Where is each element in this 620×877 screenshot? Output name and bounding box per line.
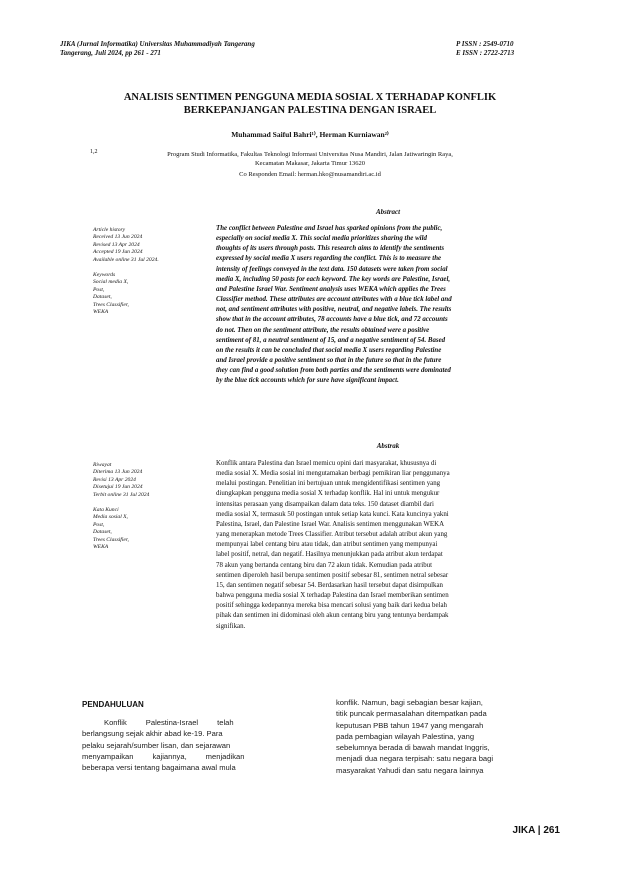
keywords-label: Keywords bbox=[93, 272, 116, 279]
abstract-line: sentiment of 81, a neutral sentiment of 15, and a negative sentiment of 54. Based bbox=[216, 336, 446, 344]
history-item: Accepted 19 Jun 2024 bbox=[93, 249, 143, 256]
abstract-line: and Israel provide a positive sentiment so that in the future so that in the future bbox=[216, 357, 442, 365]
history-item: Disetujui 19 Jun 2024 bbox=[93, 484, 143, 491]
intro-line: sebelumnya berada di bawah mandat Inggris, bbox=[336, 743, 490, 753]
journal-name: JIKA (Jurnal Informatika) Universitas Muhammadiyah Tangerang bbox=[60, 40, 255, 48]
abstrak-line: signifikan. bbox=[216, 622, 246, 630]
abstrak-line: diungkapkan pengguna media sosial X terhadap konflik. Hal ini untuk mengukur bbox=[216, 490, 440, 498]
keyword: Post, bbox=[93, 286, 105, 293]
intro-line: pelaku sejarah/sumber lisan, dan sejarawan bbox=[82, 740, 231, 750]
abstract-en-body bbox=[216, 224, 560, 387]
affiliation-sup: 1,2 bbox=[90, 149, 98, 155]
abstrak-line: Konflik antara Palestina dan Israel memicu opini dari masyarakat, khususnya di bbox=[216, 460, 437, 467]
abstrak-line: 15, dan sentimen negatif sebesar 54. Berdasarkan hasil tersebut dapat disimpulkan bbox=[216, 581, 443, 589]
intro-line: pada pembagian wilayah Palestina, yang bbox=[336, 731, 475, 741]
article-history-label: Article history bbox=[93, 227, 126, 233]
title-line: BERKEPANJANGAN PALESTINA DENGAN ISRAEL bbox=[183, 105, 437, 116]
history-item: Revisi 13 Apr 2024 bbox=[93, 476, 136, 483]
journal-header-right bbox=[456, 40, 514, 58]
abstrak-line: melalui postingan. Penelitian ini bertujuan untuk mengidentifikasi sentimen yang bbox=[216, 480, 441, 488]
title-line: ANALISIS SENTIMEN PENGGUNA MEDIA SOSIAL X TERHADAP KONFLIK bbox=[123, 92, 497, 103]
history-item: Diterima 13 Jun 2024 bbox=[93, 469, 143, 476]
abstract-line: intensity of feelings conveyed in the text data. 150 datasets were taken from social bbox=[216, 265, 448, 273]
abstrak-line: media sosial X, termasuk 50 postingan untuk setiap kata kunci. Kata kuncinya yakni bbox=[216, 510, 449, 518]
abstract-line: not, and sentiment attributes with positive, neutral, and negative labels. The results bbox=[216, 306, 452, 314]
abstract-line: show that in the account attributes, 78 accounts have a blue tick, and 72 accounts bbox=[216, 316, 448, 324]
abstract-line: thoughts of its users through posts. This research aims to identify the sentiments bbox=[216, 245, 445, 253]
eissn: E ISSN : 2722-2713 bbox=[456, 49, 515, 57]
page-footer: JIKA | 261 bbox=[512, 825, 560, 836]
paper-title bbox=[60, 91, 560, 117]
intro-left-column bbox=[82, 717, 297, 773]
abstract-line: do not. Then on the sentiment attribute, the results obtained were a positive bbox=[216, 326, 430, 334]
abstrak-heading: Abstrak bbox=[376, 442, 400, 450]
intro-line: keputusan PBB tahun 1947 yang mengarah bbox=[336, 720, 484, 730]
abstrak-line: label positif, netral, dan negatif. Hasilnya menunjukkan pada atribut akun terdapat bbox=[216, 551, 443, 559]
abstract-line: Classifier method. These attributes are account attributes with a blue tick label and bbox=[216, 296, 452, 304]
keyword: Dataset, bbox=[93, 294, 112, 301]
abstrak-line: 78 akun yang bertanda centang biru dan 72 akun tidak. Kemudian pada atribut bbox=[216, 561, 433, 569]
affiliation bbox=[90, 150, 530, 168]
intro-heading: PENDAHULUAN bbox=[82, 700, 144, 709]
abstrak-line: intensitas perasaan yang disampaikan dalam data teks. 150 dataset diambil dari bbox=[216, 500, 434, 508]
keyword: Dataset, bbox=[93, 529, 112, 536]
pissn: P ISSN : 2549-0710 bbox=[456, 40, 514, 48]
abstract-line: expressed by social media X users regarding the conflict. This is to measure the bbox=[216, 255, 442, 263]
abstrak-line: bahwa pengguna media sosial X terhadap Palestina dan Israel memberikan sentimen bbox=[216, 592, 449, 600]
intro-line: menyampaikan kajiannya, menjadikan bbox=[82, 751, 245, 761]
abstract-line: by the blue tick accounts which for sure have significant impact. bbox=[216, 377, 399, 385]
keyword: WEKA bbox=[93, 309, 109, 316]
keyword: Social media X, bbox=[93, 279, 129, 286]
journal-header-left bbox=[60, 40, 255, 58]
abstract-line: The conflict between Palestine and Israel has sparked opinions from the public, bbox=[216, 225, 443, 232]
history-item: Terbit online 31 Jul 2024 bbox=[93, 491, 150, 498]
history-item: Revised 13 Apr 2024 bbox=[93, 241, 140, 248]
intro-line: beberapa versi tentang bagaimana awal mula bbox=[82, 763, 236, 773]
keyword: Trees Classifier, bbox=[93, 536, 129, 543]
abstrak-line: positif sehingga kedepannya mereka bisa mencari solusi yang baik dari kedua belah bbox=[216, 602, 447, 610]
abstrak-line: yang menerapkan metode Trees Classifier. Atribut tersebut adalah atribut akun yang bbox=[216, 531, 448, 539]
authors: Muhammad Saiful Bahri¹⁾, Herman Kurniawan²⁾ bbox=[231, 130, 389, 139]
abstract-line: they can find a good solution from both parties and the sentiments were dominated bbox=[216, 367, 451, 375]
abstrak-line: mempunyai label centang biru atau tidak, dan atribut sentimen yang mempunyai bbox=[216, 541, 438, 549]
riwayat-label: Riwayat bbox=[93, 462, 112, 468]
history-item: Available online 31 Jul 2024. bbox=[93, 256, 159, 263]
affiliation-line: Program Studi Informatika, Fakultas Teknologi Informasi Universitas Nusa Mandiri, Jalan Jatiwaringin Raya, bbox=[167, 151, 453, 158]
abstrak-line: Palestina, Israel, dan Palestine Israel War. Analisis sentimen menggunakan WEKA bbox=[216, 520, 445, 528]
kata-kunci-label: Kata Kunci bbox=[93, 507, 119, 514]
intro-line: masyarakat Yahudi dan satu negara lainnya bbox=[336, 765, 484, 775]
journal-issue: Tangerang, Juli 2024, pp 261 - 271 bbox=[60, 49, 161, 57]
intro-line: titik puncak permasalahan ditempatkan pada bbox=[336, 709, 487, 719]
keyword: Trees Classifier, bbox=[93, 301, 129, 308]
abstrak-line: pihak dan sentimen ini didominasi oleh akun centang biru yang tentunya berdampak bbox=[216, 612, 449, 620]
abstract-line: especially on social media X. This social media prioritizes sharing the wild bbox=[216, 235, 427, 243]
abstract-line: media X, including 50 posts for each keyword. The key words are Palestine, Israel, bbox=[216, 275, 451, 283]
corresponding-email: Co Responden Email: herman.hko@nusamandiri.ac.id bbox=[239, 171, 381, 178]
riwayat bbox=[93, 462, 203, 551]
abstract-line: on the results it can be concluded that social media X users regarding Palestine bbox=[216, 346, 442, 354]
abstract-id-body bbox=[216, 459, 560, 632]
intro-line: berlangsung sejak akhir abad ke-19. Para bbox=[82, 729, 223, 739]
abstract-line: and Palestine Israel War. Sentiment analysis uses WEKA which applies the Trees bbox=[216, 285, 446, 293]
abstract-heading: Abstract bbox=[375, 208, 401, 216]
intro-right-column bbox=[336, 697, 554, 776]
history-item: Received 13 Jun 2024 bbox=[93, 234, 143, 241]
keyword: WEKA bbox=[93, 544, 109, 551]
intro-line: Konflik Palestina-Israel telah bbox=[104, 718, 234, 727]
intro-line: konflik. Namun, bagi sebagian besar kajian, bbox=[336, 698, 483, 707]
intro-line: menjadi dua negara terpisah: satu negara bagi bbox=[336, 754, 494, 764]
abstrak-line: media sosial X. Media sosial ini mengutamakan berbagi pemikiran liar penggunanya bbox=[216, 470, 450, 478]
article-history bbox=[93, 227, 203, 316]
affiliation-line: Kecamatan Makasar, Jakarta Timur 13620 bbox=[254, 160, 366, 167]
keyword: Media sosial X, bbox=[93, 514, 128, 521]
abstrak-line: sentimen diperoleh hasil berupa sentimen positif sebesar 81, sentimen netral sebesar bbox=[216, 571, 449, 579]
keyword: Post, bbox=[93, 521, 105, 528]
